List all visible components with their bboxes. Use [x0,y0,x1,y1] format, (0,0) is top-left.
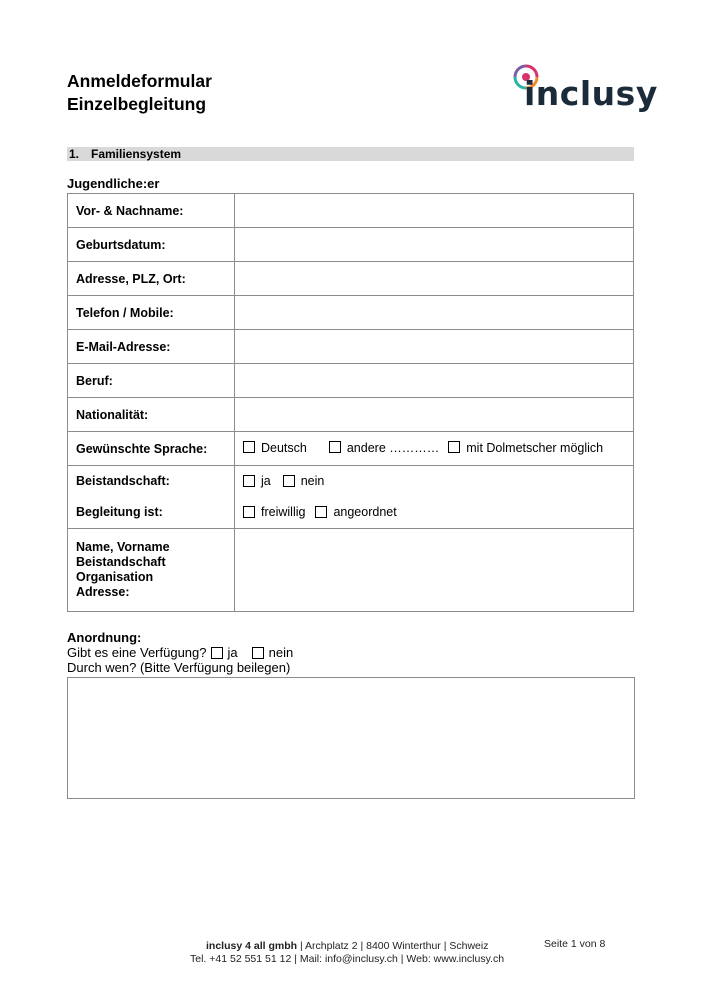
anordnung-question: Gibt es eine Verfügung? [67,645,207,660]
field-label: Geburtsdatum: [68,228,235,262]
option-label: Deutsch [261,440,307,455]
checkbox[interactable] [243,506,255,518]
name-field[interactable] [235,194,634,228]
checkbox[interactable] [283,475,295,487]
section-header [67,147,634,161]
field-label: E-Mail-Adresse: [68,330,235,364]
anordnung-heading: Anordnung: [67,630,142,645]
anordnung-question-row [67,645,293,660]
birthdate-field[interactable] [235,228,634,262]
field-label: Beistandschaft: [76,474,170,488]
form-title [67,70,212,116]
field-label-group [68,529,235,612]
option-andere [329,441,439,455]
field-label: Nationalität: [68,398,235,432]
title-line-2: Einzelbegleitung [67,94,207,114]
table-row [68,330,634,364]
nationality-field[interactable] [235,398,634,432]
option-angeordnet [315,497,396,528]
phone-field[interactable] [235,296,634,330]
section-title: Familiensystem [91,147,182,161]
option-label: ja [227,645,238,660]
table-row [68,432,634,466]
footer-contact: Tel. +41 52 551 51 12 | Mail: info@inclusy.ch | Web: www.inclusy.ch [190,953,505,965]
field-label: Beruf: [68,364,235,398]
field-label: Organisation [76,570,154,584]
option-deutsch [243,441,307,455]
table-row [68,194,634,228]
guardian-details-field[interactable] [235,529,634,612]
option-label: freiwillig [261,505,306,519]
language-options [235,432,634,466]
beistand-option-row [243,466,625,497]
option-nein [283,466,325,497]
table-row [68,529,634,612]
option-label: andere ………… [346,440,440,455]
checkbox[interactable] [243,475,255,487]
checkbox-ja[interactable] [211,647,223,659]
field-label: Adresse: [76,585,130,599]
youth-info-table [67,193,634,612]
logo-wordmark: inclusy [524,74,658,113]
option-label: ja [261,474,271,488]
field-label: Beistandschaft [76,555,166,569]
anordnung-note: Durch wen? (Bitte Verfügung beilegen) [67,660,291,675]
checkbox[interactable] [315,506,327,518]
option-interpreter [448,441,603,455]
option-label: nein [268,645,294,660]
field-label: Telefon / Mobile: [68,296,235,330]
footer-line-1 [206,940,488,953]
table-row [68,364,634,398]
field-label: Adresse, PLZ, Ort: [68,262,235,296]
checkbox[interactable] [329,441,341,453]
option-label: angeordnet [333,505,397,519]
field-label-group [68,466,235,529]
inclusy-logo [512,63,658,118]
address-field[interactable] [235,262,634,296]
subheading-youth: Jugendliche:er [67,176,160,191]
table-row [68,228,634,262]
field-label: Begleitung ist: [76,505,163,519]
field-label: Vor- & Nachname: [68,194,235,228]
checkbox[interactable] [243,441,255,453]
table-row [68,262,634,296]
email-field[interactable] [235,330,634,364]
checkbox-nein[interactable] [252,647,264,659]
checkbox[interactable] [448,441,460,453]
option-freiwillig [243,497,305,528]
footer-company: inclusy 4 all gmbh [206,940,298,952]
beistand-options [235,466,634,529]
occupation-field[interactable] [235,364,634,398]
table-row [68,466,634,529]
section-number: 1. [69,147,80,161]
table-row [68,398,634,432]
field-label: Gewünschte Sprache: [68,432,235,466]
anordnung-text-area[interactable] [67,677,635,799]
footer-address: | Archplatz 2 | 8400 Winterthur | Schweiz [297,940,489,952]
anordnung-section [67,630,293,675]
option-label: nein [300,474,325,488]
option-label: mit Dolmetscher möglich [466,440,604,455]
title-line-1: Anmeldeformular [67,71,212,91]
table-row [68,296,634,330]
option-ja [243,466,271,497]
page-number: Seite 1 von 8 [544,938,606,950]
field-label: Name, Vorname [76,540,170,554]
begleitung-option-row [243,497,625,528]
